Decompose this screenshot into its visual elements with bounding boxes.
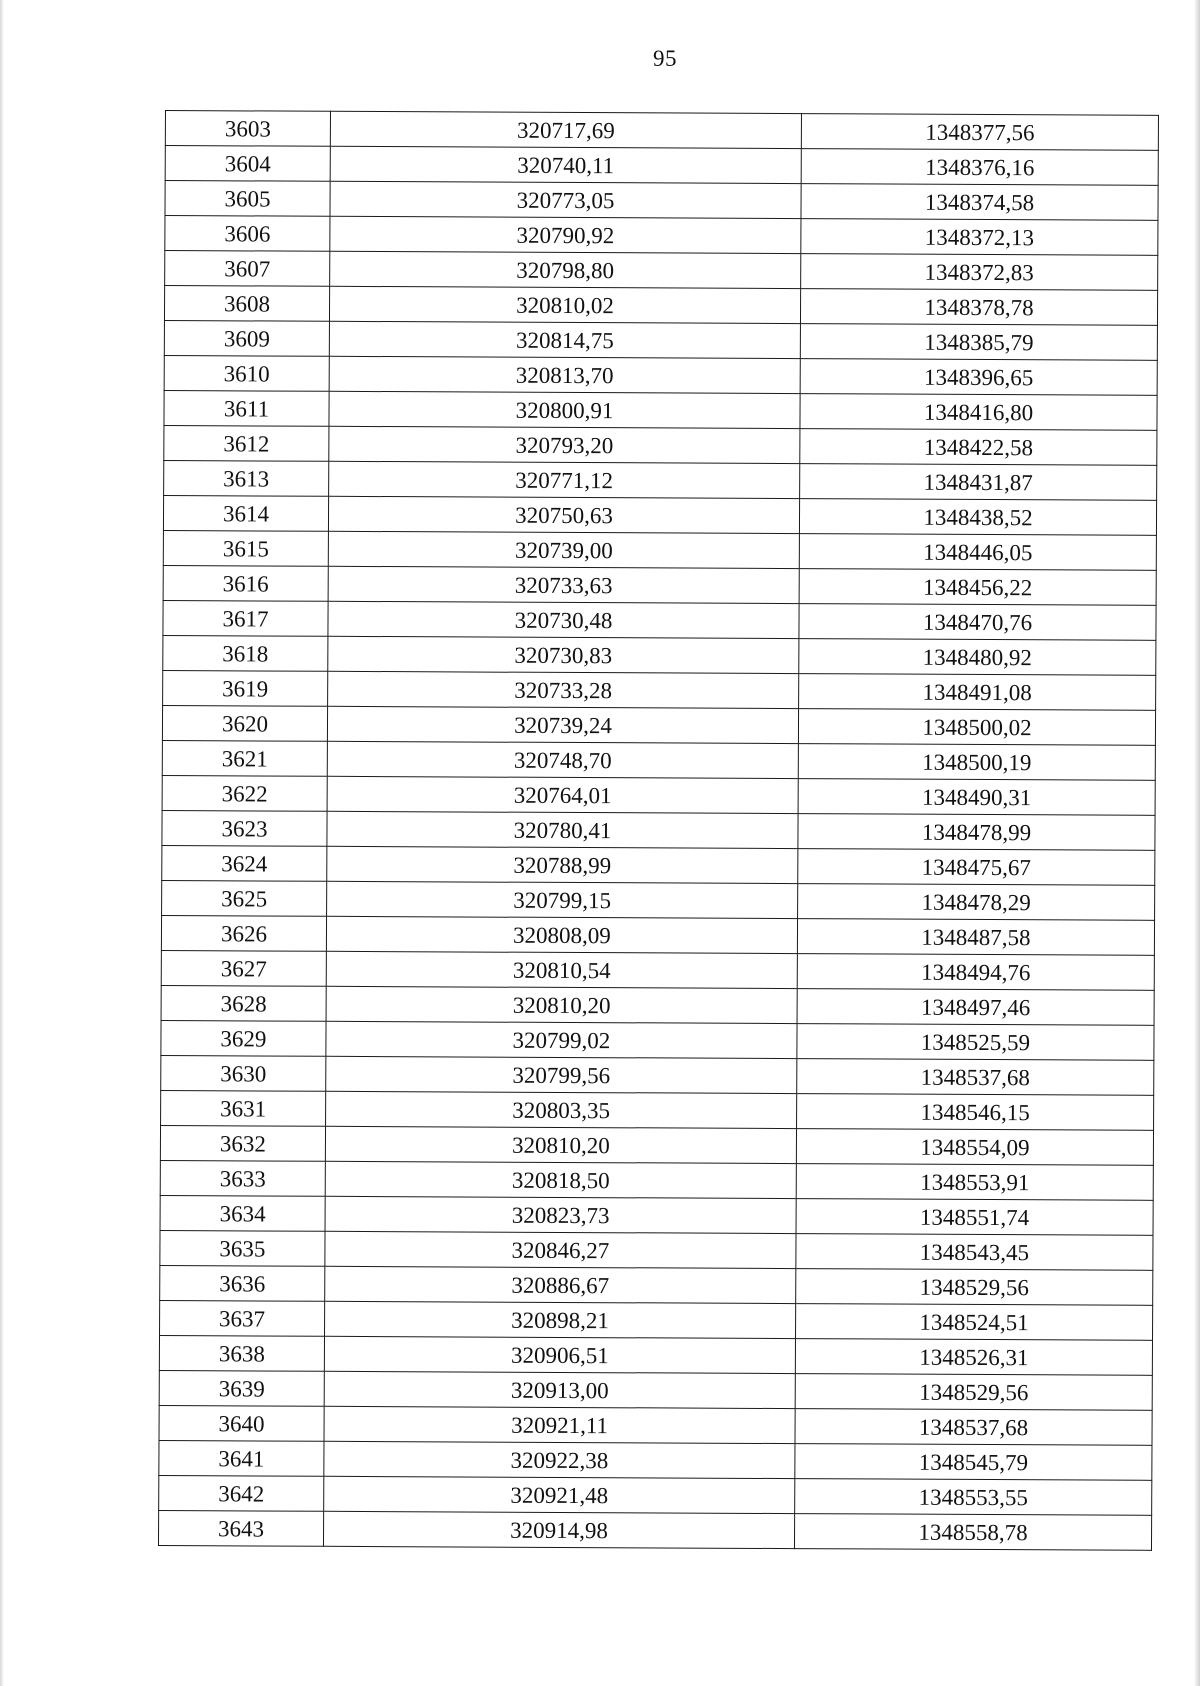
x-coordinate-cell: 320799,02 [326,1021,797,1058]
y-coordinate-cell: 1348551,74 [796,1199,1153,1236]
y-coordinate-cell: 1348546,15 [797,1094,1154,1131]
x-coordinate-cell: 320823,73 [325,1196,796,1233]
point-number-cell: 3633 [160,1160,325,1196]
x-coordinate-cell: 320790,92 [330,216,801,253]
point-number-cell: 3626 [161,915,326,951]
point-number-cell: 3627 [161,950,326,986]
x-coordinate-cell: 320813,70 [329,356,800,393]
table-row [161,915,1154,955]
x-coordinate-cell: 320810,54 [326,951,797,988]
x-coordinate-cell: 320810,02 [329,286,800,323]
x-coordinate-cell: 320739,24 [327,706,798,743]
table-row [164,425,1157,465]
table-row [162,810,1155,850]
table-row [165,111,1158,151]
table-row [159,1440,1152,1480]
x-coordinate-cell: 320846,27 [325,1231,796,1268]
table-row [160,1125,1153,1165]
point-number-cell: 3613 [164,460,329,496]
x-coordinate-cell: 320800,91 [329,391,800,428]
x-coordinate-cell: 320764,01 [327,776,798,813]
table-row [164,460,1157,500]
x-coordinate-cell: 320739,00 [328,531,799,568]
point-number-cell: 3616 [163,565,328,601]
point-number-cell: 3624 [162,845,327,881]
point-number-cell: 3625 [162,880,327,916]
x-coordinate-cell: 320921,48 [324,1476,795,1513]
table-row [161,1055,1154,1095]
y-coordinate-cell: 1348526,31 [795,1339,1152,1376]
point-number-cell: 3621 [162,740,327,776]
x-coordinate-cell: 320771,12 [329,461,800,498]
y-coordinate-cell: 1348478,29 [798,884,1155,921]
y-coordinate-cell: 1348491,08 [799,674,1156,711]
y-coordinate-cell: 1348416,80 [800,394,1157,431]
point-number-cell: 3632 [160,1125,325,1161]
scan-edge-left [0,0,4,1686]
point-number-cell: 3629 [161,1020,326,1056]
y-coordinate-cell: 1348500,19 [798,744,1155,781]
y-coordinate-cell: 1348438,52 [799,499,1156,536]
y-coordinate-cell: 1348431,87 [800,464,1157,501]
x-coordinate-cell: 320914,98 [323,1511,794,1548]
point-number-cell: 3611 [164,390,329,426]
table-row [165,251,1158,291]
y-coordinate-cell: 1348470,76 [799,604,1156,641]
y-coordinate-cell: 1348378,78 [800,289,1157,326]
y-coordinate-cell: 1348554,09 [796,1129,1153,1166]
x-coordinate-cell: 320730,48 [328,601,799,638]
y-coordinate-cell: 1348553,91 [796,1164,1153,1201]
page-number: 95 [653,46,677,71]
table-row [159,1335,1152,1375]
x-coordinate-cell: 320788,99 [327,846,798,883]
scan-edge-right [1194,0,1200,1686]
x-coordinate-cell: 320773,05 [330,181,801,218]
point-number-cell: 3630 [161,1055,326,1091]
point-number-cell: 3608 [164,286,329,322]
y-coordinate-cell: 1348376,16 [801,149,1158,186]
y-coordinate-cell: 1348537,68 [795,1409,1152,1446]
y-coordinate-cell: 1348537,68 [797,1059,1154,1096]
point-number-cell: 3641 [159,1440,324,1476]
x-coordinate-cell: 320750,63 [328,496,799,533]
table-row [162,740,1155,780]
table-row [162,705,1155,745]
y-coordinate-cell: 1348377,56 [801,114,1158,151]
table-row [158,1510,1151,1550]
table-row [160,1160,1153,1200]
x-coordinate-cell: 320793,20 [329,426,800,463]
x-coordinate-cell: 320799,15 [327,881,798,918]
x-coordinate-cell: 320921,11 [324,1406,795,1443]
y-coordinate-cell: 1348500,02 [798,709,1155,746]
x-coordinate-cell: 320810,20 [326,986,797,1023]
table-row [161,985,1154,1025]
table-row [160,1230,1153,1270]
x-coordinate-cell: 320780,41 [327,811,798,848]
table-row [159,1370,1152,1410]
table-row [160,1265,1153,1305]
table-row [164,286,1157,326]
x-coordinate-cell: 320740,11 [330,146,801,183]
point-number-cell: 3634 [160,1195,325,1231]
x-coordinate-cell: 320913,00 [324,1371,795,1408]
point-number-cell: 3623 [162,810,327,846]
table-row [164,355,1157,395]
coordinates-table [158,110,1159,1551]
x-coordinate-cell: 320733,28 [328,671,799,708]
point-number-cell: 3628 [161,985,326,1021]
table-row [163,670,1156,710]
y-coordinate-cell: 1348558,78 [794,1514,1151,1551]
point-number-cell: 3643 [158,1510,323,1546]
table-row [159,1405,1152,1445]
table-row [163,530,1156,570]
table-row [160,1195,1153,1235]
point-number-cell: 3607 [165,251,330,287]
table-row [165,181,1158,221]
x-coordinate-cell: 320898,21 [325,1301,796,1338]
y-coordinate-cell: 1348396,65 [800,359,1157,396]
x-coordinate-cell: 320808,09 [326,916,797,953]
table-row [165,146,1158,186]
y-coordinate-cell: 1348372,13 [801,219,1158,256]
x-coordinate-cell: 320803,35 [326,1091,797,1128]
y-coordinate-cell: 1348478,99 [798,814,1155,851]
table-row [161,1020,1154,1060]
y-coordinate-cell: 1348553,55 [795,1479,1152,1516]
table-row [160,1300,1153,1340]
y-coordinate-cell: 1348422,58 [800,429,1157,466]
y-coordinate-cell: 1348480,92 [799,639,1156,676]
y-coordinate-cell: 1348525,59 [797,1024,1154,1061]
table-row [162,845,1155,885]
x-coordinate-cell: 320730,83 [328,636,799,673]
y-coordinate-cell: 1348490,31 [798,779,1155,816]
point-number-cell: 3639 [159,1370,324,1406]
point-number-cell: 3635 [160,1230,325,1266]
point-number-cell: 3604 [165,146,330,182]
x-coordinate-cell: 320799,56 [326,1056,797,1093]
point-number-cell: 3640 [159,1405,324,1441]
table-row [165,216,1158,256]
x-coordinate-cell: 320810,20 [325,1126,796,1163]
x-coordinate-cell: 320798,80 [330,251,801,288]
x-coordinate-cell: 320717,69 [330,111,801,148]
point-number-cell: 3620 [162,705,327,741]
x-coordinate-cell: 320906,51 [324,1336,795,1373]
x-coordinate-cell: 320733,63 [328,566,799,603]
y-coordinate-cell: 1348543,45 [796,1234,1153,1271]
point-number-cell: 3605 [165,181,330,217]
table-row [159,1475,1152,1515]
point-number-cell: 3615 [163,530,328,566]
y-coordinate-cell: 1348475,67 [798,849,1155,886]
y-coordinate-cell: 1348524,51 [796,1304,1153,1341]
point-number-cell: 3619 [163,670,328,706]
point-number-cell: 3609 [164,320,329,356]
y-coordinate-cell: 1348497,46 [797,989,1154,1026]
y-coordinate-cell: 1348529,56 [795,1374,1152,1411]
coordinates-table-body [158,111,1158,1551]
y-coordinate-cell: 1348545,79 [795,1444,1152,1481]
y-coordinate-cell: 1348529,56 [796,1269,1153,1306]
table-row [163,565,1156,605]
point-number-cell: 3603 [165,111,330,147]
table-row [163,495,1156,535]
point-number-cell: 3618 [163,635,328,671]
point-number-cell: 3610 [164,355,329,391]
point-number-cell: 3637 [160,1300,325,1336]
table-row [162,775,1155,815]
x-coordinate-cell: 320922,38 [324,1441,795,1478]
point-number-cell: 3612 [164,425,329,461]
point-number-cell: 3617 [163,600,328,636]
x-coordinate-cell: 320814,75 [329,321,800,358]
y-coordinate-cell: 1348385,79 [800,324,1157,361]
point-number-cell: 3606 [165,216,330,252]
y-coordinate-cell: 1348372,83 [801,254,1158,291]
point-number-cell: 3622 [162,775,327,811]
table-row [164,390,1157,430]
x-coordinate-cell: 320818,50 [325,1161,796,1198]
y-coordinate-cell: 1348456,22 [799,569,1156,606]
point-number-cell: 3614 [163,495,328,531]
table-row [161,950,1154,990]
y-coordinate-cell: 1348446,05 [799,534,1156,571]
point-number-cell: 3638 [159,1335,324,1371]
table-row [164,320,1157,360]
point-number-cell: 3642 [159,1475,324,1511]
x-coordinate-cell: 320748,70 [327,741,798,778]
x-coordinate-cell: 320886,67 [325,1266,796,1303]
y-coordinate-cell: 1348374,58 [801,184,1158,221]
y-coordinate-cell: 1348487,58 [797,919,1154,956]
point-number-cell: 3631 [161,1090,326,1126]
table-row [163,600,1156,640]
y-coordinate-cell: 1348494,76 [797,954,1154,991]
point-number-cell: 3636 [160,1265,325,1301]
table-row [162,880,1155,920]
table-row [163,635,1156,675]
table-row [161,1090,1154,1130]
